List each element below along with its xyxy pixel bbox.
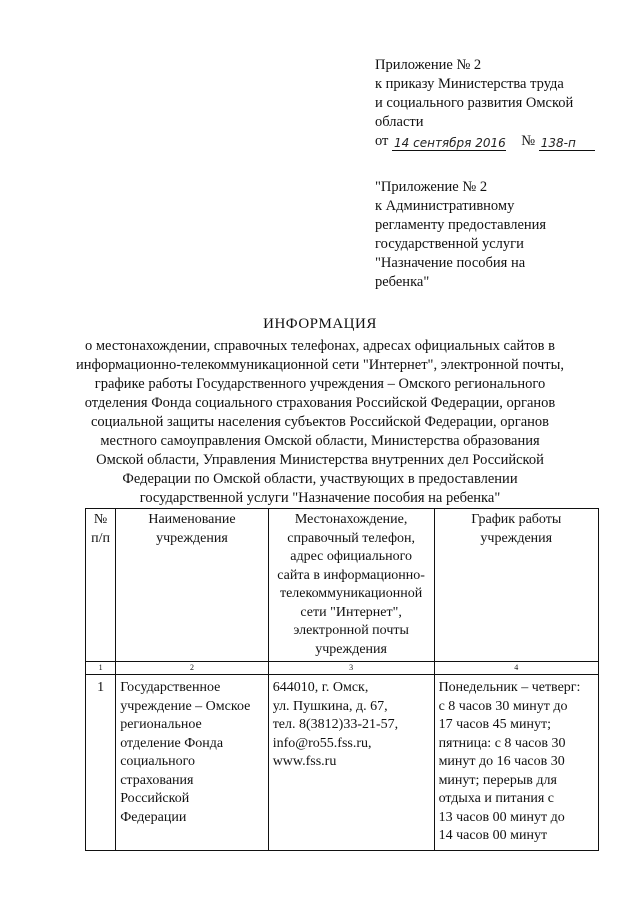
cell-text: Федерации xyxy=(120,809,187,825)
subtitle-line: графике работы Государственного учреждения – Омского регионального xyxy=(94,376,546,392)
cell-text: отдыха и питания с xyxy=(438,791,554,806)
cell-text: отделение Фонда xyxy=(120,735,224,751)
appendix-line: Приложение № 2 xyxy=(375,57,482,73)
date-handwritten: 14 сентября 2016 xyxy=(394,136,506,150)
appendix-header xyxy=(375,56,615,151)
header-text: телекоммуникационной xyxy=(279,586,423,601)
header-text: Наименование xyxy=(148,512,236,527)
appendix2-line: государственной услуги xyxy=(375,236,524,252)
header-text: сети "Интернет", xyxy=(300,604,402,620)
header-text: электронной почты xyxy=(293,623,409,638)
header-text: График работы xyxy=(471,512,562,527)
header-text: учреждения xyxy=(480,530,553,546)
subtitle-line: государственной услуги "Назначение пособия на ребенка" xyxy=(139,490,501,506)
cell-text: тел. 8(3812)33-21-57, xyxy=(272,717,399,732)
cell-text: учреждение – Омское xyxy=(120,698,251,714)
appendix-line: области xyxy=(375,114,424,130)
header-text: п/п xyxy=(91,530,111,546)
column-number: 2 xyxy=(116,662,268,675)
cell-text: 14 часов 00 минут xyxy=(438,828,548,843)
row-location xyxy=(268,675,434,851)
header-number xyxy=(86,509,116,662)
cell-text: региональное xyxy=(120,717,202,732)
header-text: № xyxy=(93,512,108,527)
number-prefix: № xyxy=(521,133,536,149)
appendix2-line: ребенка" xyxy=(375,274,430,290)
row-number: 1 xyxy=(86,675,116,851)
cell-text: социального xyxy=(120,754,195,769)
cell-text: страхования xyxy=(120,772,194,788)
header-text: Местонахождение, xyxy=(294,512,408,527)
appendix-line: и социального развития Омской xyxy=(375,95,574,111)
cell-text: минут до 16 часов 30 xyxy=(438,754,565,769)
header-text: учреждения xyxy=(156,530,228,546)
subtitle-line: Федерации по Омской области, участвующих в предоставлении xyxy=(122,471,518,487)
document-title: ИНФОРМАЦИЯ xyxy=(263,316,377,332)
table-header-row xyxy=(86,509,599,662)
number-handwritten: 138-п xyxy=(539,134,595,151)
cell-text: с 8 часов 30 минут до xyxy=(438,698,568,714)
cell-text: 17 часов 45 минут; xyxy=(438,717,551,732)
column-number: 4 xyxy=(434,662,598,675)
appendix-reglament xyxy=(375,178,605,292)
appendix2-line: к Административному xyxy=(375,198,515,214)
cell-text: 13 часов 00 минут до xyxy=(438,809,565,825)
appendix2-line: регламенту предоставления xyxy=(375,217,547,233)
column-number: 1 xyxy=(86,662,116,675)
header-name xyxy=(116,509,268,662)
appendix2-line: "Назначение пособия на xyxy=(375,255,526,271)
institutions-table xyxy=(85,508,599,851)
subtitle-line: отделения Фонда социального страхования Российской Федерации, органов xyxy=(84,395,556,411)
subtitle-line: местного самоуправления Омской области, Министерства образования xyxy=(100,433,540,449)
subtitle-line: информационно-телекоммуникационной сети "Интернет", электронной почты, xyxy=(75,357,565,373)
row-name xyxy=(116,675,268,851)
cell-text: ул. Пушкина, д. 67, xyxy=(272,698,388,714)
cell-text: Российской xyxy=(120,791,190,806)
subtitle-line: Омской области, Управления Министерства внутренних дел Российской xyxy=(96,452,544,468)
column-number-row xyxy=(86,662,599,675)
appendix-line: к приказу Министерства труда xyxy=(375,76,564,92)
subtitle-line: о местонахождении, справочных телефонах, адресах официальных сайтов в xyxy=(85,338,555,354)
date-prefix: от xyxy=(375,133,389,149)
email-link: info@ro55.fss.ru, xyxy=(272,735,372,751)
cell-text: Понедельник – четверг: xyxy=(438,680,581,695)
column-number: 3 xyxy=(268,662,434,675)
subtitle-line: социальной защиты населения субъектов Российской Федерации, органов xyxy=(90,414,550,430)
header-text: справочный телефон, xyxy=(287,530,416,546)
header-text: адрес официального xyxy=(290,549,412,564)
cell-text: 644010, г. Омск, xyxy=(272,680,369,695)
cell-text: минут; перерыв для xyxy=(438,772,557,788)
appendix-date-line xyxy=(375,132,615,151)
document-subtitle xyxy=(40,337,600,508)
cell-text: пятница: с 8 часов 30 xyxy=(438,735,566,751)
cell-text: Государственное xyxy=(120,680,221,695)
table-row xyxy=(86,675,599,851)
website-link: www.fss.ru xyxy=(272,754,337,769)
header-location xyxy=(268,509,434,662)
header-text: учреждения xyxy=(315,641,387,657)
appendix2-line: "Приложение № 2 xyxy=(375,179,488,195)
row-schedule xyxy=(434,675,598,851)
header-text: сайта в информационно- xyxy=(277,567,425,583)
header-schedule xyxy=(434,509,598,662)
